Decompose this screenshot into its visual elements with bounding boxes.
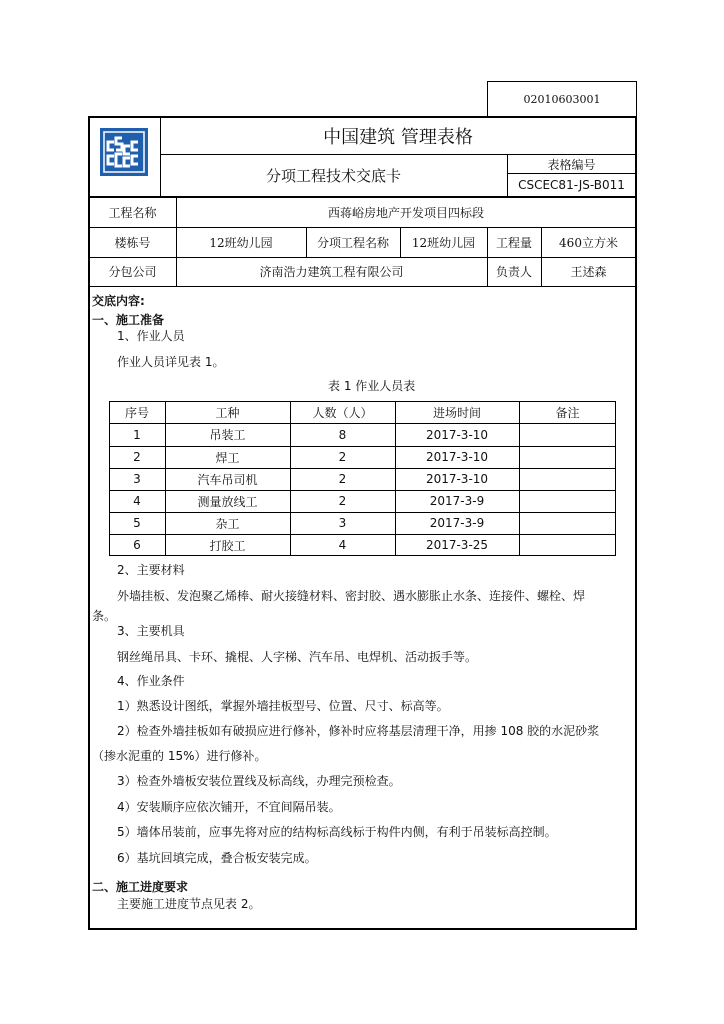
project-name-value: 西蒋峪房地产开发项目四标段	[327, 205, 484, 220]
item-4-title: 4、作业条件	[117, 674, 185, 688]
table-caption: 表 1 作业人员表	[328, 379, 416, 393]
staff-table-header-cell: 序号	[124, 405, 149, 420]
staff-table-cell: 测量放线工	[197, 494, 258, 509]
condition-6: 6）基坑回填完成，叠合板安装完成。	[117, 851, 317, 865]
form-title: 中国建筑 管理表格	[323, 126, 473, 148]
staff-table-cell	[519, 512, 616, 534]
cscec-logo	[100, 128, 148, 176]
staff-table-cell	[519, 446, 616, 468]
staff-table-header-cell: 工种	[215, 405, 240, 420]
item-3-text: 钢丝绳吊具、卡环、撬棍、人字梯、汽车吊、电焊机、活动扳手等。	[117, 650, 478, 664]
item-2-text-line-2: 条。	[92, 609, 117, 623]
staff-table-cell: 5	[133, 516, 141, 530]
staff-table-cell: 2017-3-25	[425, 538, 489, 552]
staff-table-cell: 2017-3-10	[425, 472, 489, 486]
staff-table-header-cell: 备注	[555, 405, 580, 420]
condition-2-line-1: 2）检查外墙挂板如有破损应进行修补，修补时应将基层清理干净，用掺 108 胶的水泥砂浆	[117, 724, 600, 738]
staff-table-cell	[519, 423, 616, 446]
building-value: 12班幼儿园	[209, 235, 273, 250]
staff-table-cell: 吊装工	[209, 428, 246, 442]
staff-table-cell: 6	[133, 538, 141, 552]
staff-table-cell: 2017-3-9	[429, 516, 485, 530]
staff-table-cell	[519, 468, 616, 490]
staff-table-cell: 2017-3-10	[425, 450, 489, 464]
staff-table-cell: 焊工	[215, 450, 240, 465]
staff-table-cell: 4	[133, 494, 141, 508]
staff-table-cell: 2017-3-10	[425, 427, 489, 442]
subcontractor-label: 分包公司	[108, 265, 157, 279]
item-3-title: 3、主要机具	[117, 624, 185, 638]
manager-label: 负责人	[495, 265, 532, 279]
condition-2-line-2: （掺水泥重的 15%）进行修补。	[92, 749, 267, 763]
staff-table-cell: 2	[133, 450, 141, 464]
quantity-label: 工程量	[495, 235, 532, 250]
form-subtitle: 分项工程技术交底卡	[265, 167, 401, 185]
staff-table-cell: 汽车吊司机	[197, 472, 258, 487]
item-2-text-line-1: 外墙挂板、发泡聚乙烯棒、耐火接缝材料、密封胶、遇水膨胀止水条、连接件、螺栓、焊	[117, 589, 586, 603]
condition-1: 1）熟悉设计图纸，掌握外墙挂板型号、位置、尺寸、标高等。	[117, 699, 449, 713]
staff-table-cell	[519, 490, 616, 512]
building-label: 楼栋号	[114, 235, 151, 250]
staff-table-cell: 3	[338, 516, 347, 530]
item-1-text: 作业人员详见表 1。	[117, 355, 225, 369]
subcontractor-value: 济南浩力建筑工程有限公司	[259, 265, 404, 279]
staff-table-cell: 3	[133, 472, 141, 486]
item-2-title: 2、主要材料	[117, 563, 185, 577]
condition-3: 3）检查外墙板安装位置线及标高线，办理完预检查。	[117, 774, 401, 788]
manager-value: 王述森	[570, 265, 607, 279]
staff-table-cell: 2017-3-9	[429, 494, 485, 508]
staff-table-header-cell: 人数（人）	[312, 405, 373, 420]
staff-table-cell: 2	[338, 494, 347, 508]
form-no-label: 表格编号	[547, 157, 596, 172]
content-heading: 交底内容:	[92, 294, 145, 308]
staff-table-cell: 1	[133, 427, 141, 442]
subproject-value: 12班幼儿园	[411, 235, 476, 250]
section-2-title: 二、施工进度要求	[92, 880, 189, 894]
staff-table-cell	[519, 534, 616, 556]
section-2-text: 主要施工进度节点见表 2。	[117, 897, 261, 911]
staff-table-cell: 8	[338, 427, 347, 442]
condition-5: 5）墙体吊装前，应事先将对应的结构标高线标于构件内侧，有利于吊装标高控制。	[117, 825, 557, 839]
staff-table-header-cell: 进场时间	[432, 405, 481, 420]
info-row-line-3	[89, 286, 636, 287]
subproject-label: 分项工程名称	[316, 235, 389, 250]
staff-table-cell: 4	[338, 538, 347, 552]
staff-table-cell: 2	[338, 472, 347, 486]
staff-table-cell: 杂工	[215, 516, 240, 531]
quantity-value: 460立方米	[559, 235, 618, 250]
item-1-title: 1、作业人员	[117, 329, 185, 343]
document-code: 02010603001	[523, 92, 601, 106]
project-name-label: 工程名称	[108, 205, 157, 220]
section-1-title: 一、施工准备	[92, 313, 165, 327]
staff-table-cell: 2	[338, 450, 347, 464]
form-no-value: CSCEC81-JS-B011	[518, 178, 625, 192]
condition-4: 4）安装顺序应依次铺开，不宜间隔吊装。	[117, 800, 341, 814]
cscec-logo-icon	[100, 128, 148, 176]
staff-table-cell: 打胶工	[209, 538, 246, 553]
